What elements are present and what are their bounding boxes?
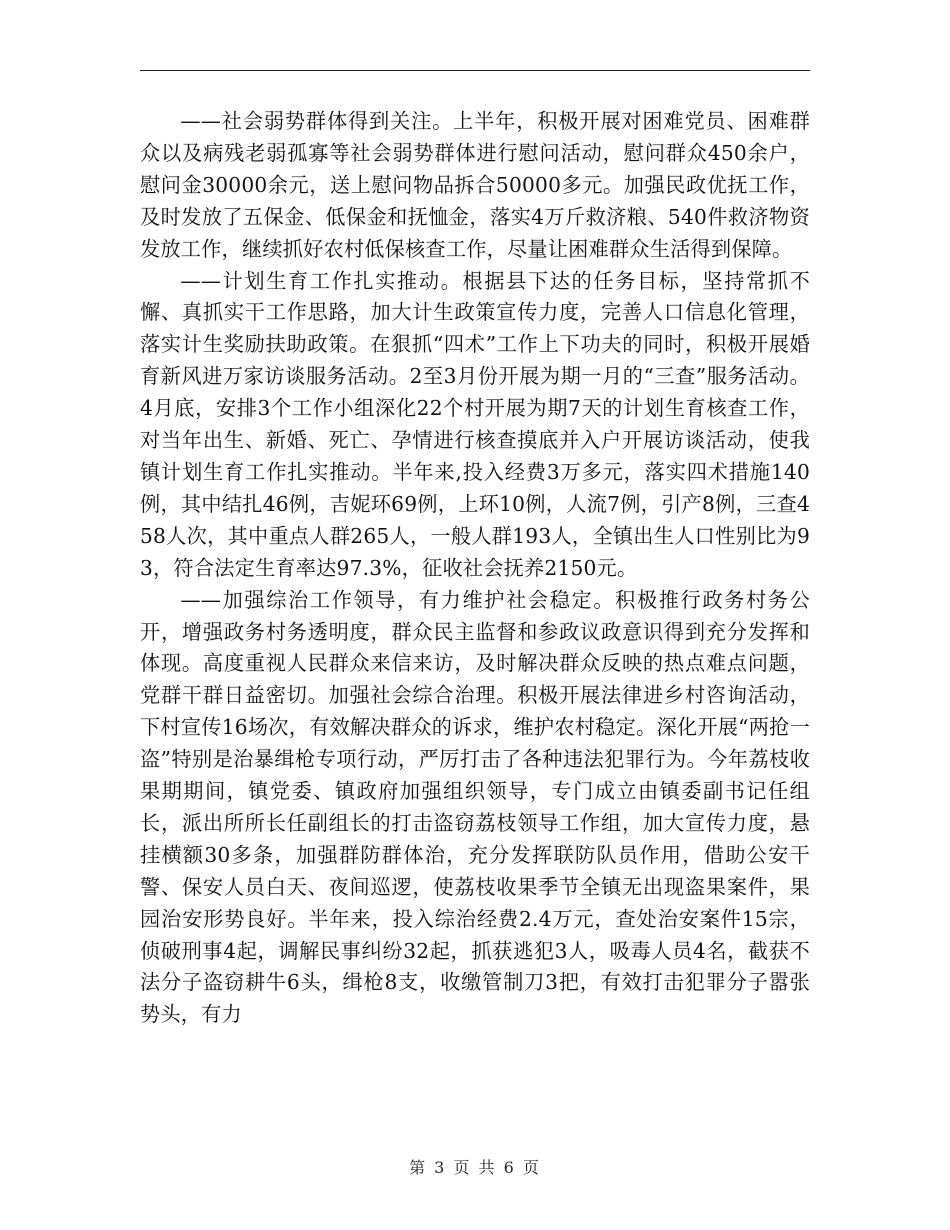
header-rule	[140, 70, 810, 71]
page-number-footer: 第 3 页 共 6 页	[409, 1158, 541, 1177]
paragraph-social-welfare: ——社会弱势群体得到关注。上半年，积极开展对困难党员、困难群众以及病残老弱孤寡等社会弱势群体进行慰问活动，慰问群众450余户，慰问金30000余元，送上慰问物品拆合50000多元。加强民政优抚工作，及时发放了五保金、低保金和抚恤金，落实4万斤救济粮、540件救济物资发放工作，继续抓好农村低保核查工作，尽量让困难群众生活得到保障。	[140, 109, 810, 261]
paragraph-family-planning: ——计划生育工作扎实推动。根据县下达的任务目标，坚持常抓不懈、真抓实干工作思路，加大计生政策宣传力度，完善人口信息化管理，落实计生奖励扶助政策。在狠抓“四术”工作上下功夫的同时，积极开展婚育新风进万家访谈服务活动。2至3月份开展为期一月的“三查”服务活动。4月底，安排3个工作小组深化22个村开展为期7天的计划生育核查工作，对当年出生、新婚、死亡、孕情进行核查摸底并入户开展访谈活动，使我镇计划生育工作扎实推动。半年来,投入经费3万多元，落实四术措施140例，其中结扎46例，吉妮环69例，上环10例，人流7例，引产8例，三查458人次，其中重点人群265人，一般人群193人，全镇出生人口性别比为93，符合法定生育率达97.3%，征收社会抚养2150元。	[140, 268, 810, 580]
paragraph-public-security: ——加强综治工作领导，有力维护社会稳定。积极推行政务村务公开，增强政务村务透明度，群众民主监督和参政议政意识得到充分发挥和体现。高度重视人民群众来信来访，及时解决群众反映的热点难点问题，党群干群日益密切。加强社会综合治理。积极开展法律进乡村咨询活动，下村宣传16场次，有效解决群众的诉求，维护农村稳定。深化开展“两抢一盗”特别是治暴缉枪专项行动，严厉打击了各种违法犯罪行为。今年荔枝收果期期间，镇党委、镇政府加强组织领导，专门成立由镇委副书记任组长，派出所所长任副组长的打击盗窃荔枝领导工作组，加大宣传力度，悬挂横额30多条，加强群防群体治，充分发挥联防队员作用，借助公安干警、保安人员白天、夜间巡逻，使荔枝收果季节全镇无出现盗果案件，果园治安形势良好。半年来，投入综治经费2.4万元，查处治安案件15宗，侦破刑事4起，调解民事纠纷32起，抓获逃犯3人，吸毒人员4名，截获不法分子盗窃耕牛6头，缉枪8支，收缴管制刀3把，有效打击犯罪分子嚣张势头，有力	[140, 587, 810, 1027]
document-body	[140, 106, 810, 1031]
